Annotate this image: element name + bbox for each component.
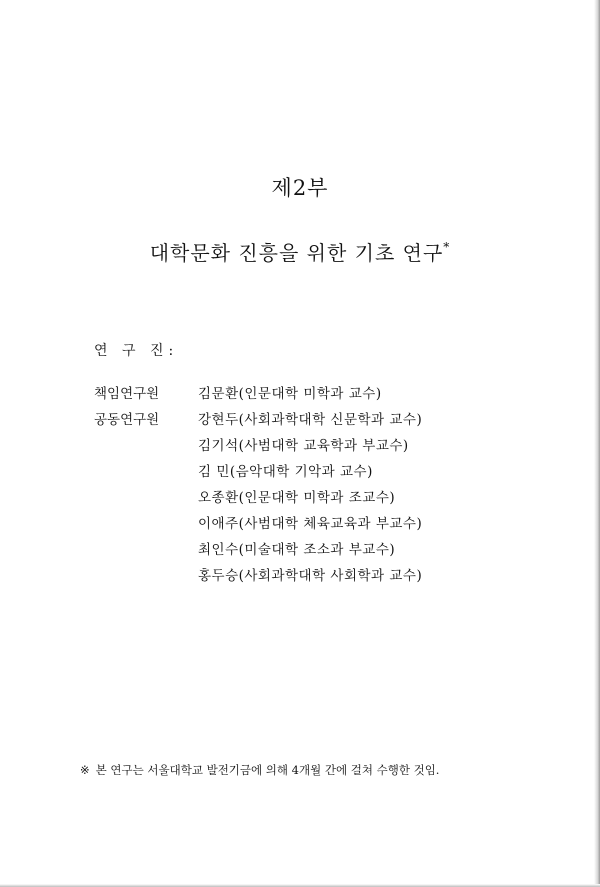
researcher-name: 김기석(사범대학 교육학과 부교수) [198,438,409,454]
researcher-name: 최인수(미술대학 조소과 부교수) [198,542,396,558]
researcher-name: 김문환(인문대학 미학과 교수) [198,386,382,402]
research-team-label: 연 구 진: [94,343,179,359]
researcher-role: 책임연구원 [94,386,160,402]
footnote-text: 본 연구는 서울대학교 발전기금에 의해 4개월 간에 걸쳐 수행한 것임. [95,763,440,777]
researcher-name: 이애주(사범대학 체육교육과 부교수) [198,516,423,532]
researcher-name: 강현두(사회과학대학 신문학과 교수) [198,412,423,428]
page-edge-shadow [594,0,600,887]
reference-mark-icon: ※ [80,763,90,777]
researcher-name: 오종환(인문대학 미학과 조교수) [198,490,396,506]
researcher-name: 김 민(음악대학 기악과 교수) [198,464,373,480]
funding-footnote [80,762,439,778]
main-title-text: 대학문화 진흥을 위한 기초 연구 [149,241,444,265]
researcher-role: 공동연구원 [94,412,160,428]
researcher-name: 홍두승(사회과학대학 사회학과 교수) [198,568,423,584]
part-title: 제2부 [271,176,329,200]
main-title [0,237,600,266]
title-footnote-mark: * [443,240,451,254]
